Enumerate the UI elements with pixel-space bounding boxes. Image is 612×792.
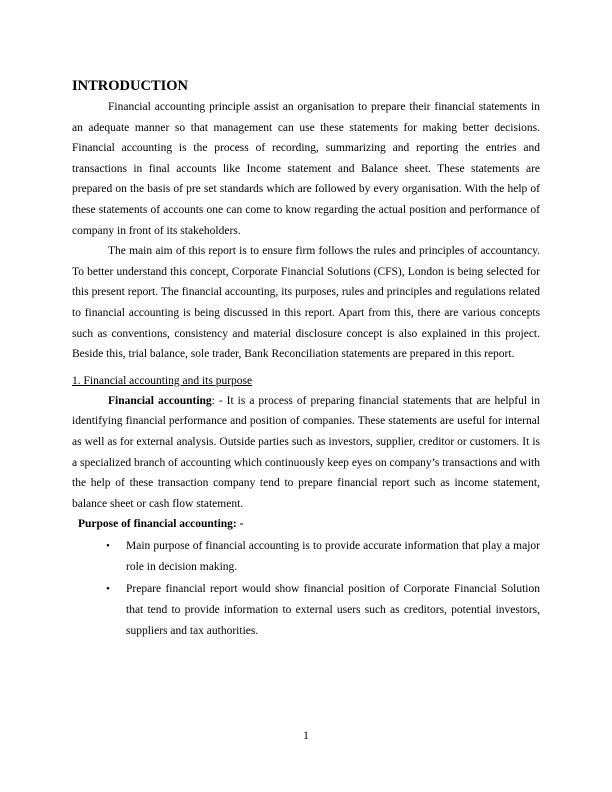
- intro-paragraph-1: Financial accounting principle assist an organisation to prepare their financial statements in an adequate manner so that management can use these statements for making better decisions. Financial accounting is the process of recording, summarizing and reporting the entries and transactions in final accounts like Income statement and Balance sheet. These statements are prepared on the basis of pre set standards which are followed by every organisation. With the help of these statements of accounts one can come to know regarding the actual position and performance of company in front of its stakeholders.: [72, 101, 540, 237]
- definition-text: : - It is a process of preparing financial statements that are helpful in identifying financial performance and position of companies. These statements are useful for internal as well as for external analysis. Outside parties such as investors, supplier, creditor or customers. It is a specialized branch of accounting which continuously keep eyes on company’s transactions and with the help of these transaction company tend to prepare financial report such as income statement, balance sheet or cash flow statement.: [72, 394, 540, 510]
- purpose-text: Main purpose of financial accounting is to provide accurate information that play a major role in decision making.: [126, 540, 540, 573]
- document-page: [72, 76, 540, 643]
- intro-paragraph-2: The main aim of this report is to ensure firm follows the rules and principles of accountancy. To better understand this concept, Corporate Financial Solutions (CFS), London is being selected for this present report. The financial accounting, its purposes, rules and principles and regulations related to financial accounting is being discussed in this report. Apart from this, there are various concepts such as conventions, consistency and material disclosure concept is also explained in this project. Beside this, trial balance, sole trader, Bank Reconciliation statements are prepared in this report.: [72, 245, 540, 361]
- purpose-list: [72, 536, 540, 641]
- purpose-heading: Purpose of financial accounting: -: [78, 518, 244, 531]
- page-heading: INTRODUCTION: [72, 78, 189, 94]
- section-title-financial-accounting: 1. Financial accounting and its purpose: [72, 374, 253, 387]
- definition-term: Financial accounting: [108, 394, 212, 407]
- bullet-icon: •: [106, 540, 110, 553]
- list-item: [72, 536, 540, 577]
- bullet-icon: •: [106, 583, 110, 596]
- page-number: 1: [303, 730, 309, 742]
- definition-paragraph: [72, 391, 540, 515]
- purpose-text: Prepare financial report would show financial position of Corporate Financial Solution that tend to provide information to external users such as creditors, potential investors, suppliers and tax authorities.: [126, 583, 540, 637]
- list-item: [72, 579, 540, 641]
